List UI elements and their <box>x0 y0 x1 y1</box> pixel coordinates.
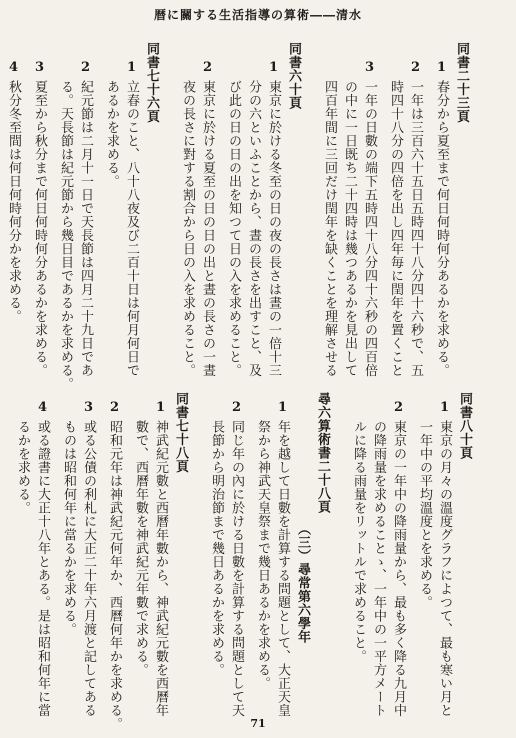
item-text-line: 立春のこと、八十八夜及び二百十日は何月何日で <box>124 80 139 377</box>
item-text-line: 長節から明治節まで幾日あるかを求める。 <box>209 420 224 677</box>
item-text-line: の中に一日既ち二十四時は幾つあるかを見出して <box>342 80 357 377</box>
item-number: 2 <box>229 400 244 416</box>
section-heading: 同書六十頁 <box>286 42 301 110</box>
item-text-line: 祭から神武天皇祭まで幾日あるかを求める。 <box>255 420 270 690</box>
item-text-line: 一年の日數の端下五時四十八分四十六秒の四百倍 <box>362 80 377 377</box>
item-text-line: 數で、西曆年數を神武紀元年數で求める。 <box>133 420 148 677</box>
item-number: 1 <box>437 400 452 416</box>
item-number: 1 <box>124 60 139 76</box>
item-text-line: ものは昭和何年に當るかを求める。 <box>61 420 76 636</box>
item-number: 3 <box>362 60 377 76</box>
item-text-line: 紀元節は二月十一日で天長節は四月二十九日であ <box>78 80 93 377</box>
item-text-line: 或る證書に大正十八年とある。是は昭和何年に當 <box>35 420 50 717</box>
section-heading: 同書七十六頁 <box>144 42 159 123</box>
item-text-line: 秋分冬至間は何日何時何分かを求める。 <box>6 80 21 323</box>
item-text-line: あるかを求める。 <box>104 80 119 188</box>
section-heading: 同書二十三頁 <box>454 42 469 123</box>
item-text-line: の降雨量を求めることゝ、一年中の一平方メート <box>371 420 386 717</box>
item-text-line: 夏至から秋分まで何日何時何分あるかを求める。 <box>32 80 47 377</box>
item-number: 2 <box>200 60 215 76</box>
item-number: 2 <box>391 400 406 416</box>
section-heading: 同書八十頁 <box>457 392 472 460</box>
item-text-line: 分の六といふことから、晝の長さを出すこと、及 <box>246 80 261 377</box>
item-number: 3 <box>81 400 96 416</box>
item-text-line: ルに降る雨量をリットルで求めること。 <box>351 420 366 663</box>
item-text-line: 東京に於ける冬至の日の夜の長さは晝の一倍十三 <box>266 80 281 377</box>
item-text-line: 夜の長さに對する割合から日の入を求めること。 <box>180 80 195 377</box>
item-text-line: 或る公債の利札に大正二十年六月渡と記してある <box>81 420 96 717</box>
item-text-line: る。天長節は紀元節から幾日目であるかを求める。 <box>58 80 73 391</box>
item-text-line: 神武紀元數と西曆年數から、神武紀元數を西曆年 <box>153 420 168 717</box>
item-text-line: 昭和元年は神武紀元何年か、西曆何年かを求める。 <box>107 420 122 731</box>
item-number: 4 <box>6 60 21 76</box>
item-number: 2 <box>78 60 93 76</box>
item-number: 3 <box>32 60 47 76</box>
item-number: 1 <box>434 60 449 76</box>
item-text-line: 春分から夏至まで何日何時何分あるかを求める。 <box>434 80 449 377</box>
item-text-line: 東京に於ける夏至の日の日の出と晝の長さの一晝 <box>200 80 215 377</box>
item-text-line: 四百年間に三回だけ閏年を缺くことを理解させる <box>322 80 337 377</box>
item-number: 1 <box>153 400 168 416</box>
item-text-line: 一年は三百六十五日五時四十八分四十六秒で、五 <box>408 80 423 377</box>
item-text-line: 時四十八分の四倍を出し四年毎に閏年を置くこと <box>388 80 403 377</box>
item-number: 4 <box>35 400 50 416</box>
item-text-line: 同じ年の內に於ける日數を計算する問題として天 <box>229 420 244 717</box>
item-text-line: び此の日の日の出を知つて日の入を求めること。 <box>226 80 241 377</box>
item-number: 2 <box>107 400 122 416</box>
section-subheading: （三）尋常第六學年 <box>295 522 310 644</box>
item-text-line: 年を越して日數を計算する問題として、大正天皇 <box>275 420 290 717</box>
section-heading: 尋六算術書二十八頁 <box>315 392 330 514</box>
page-number: 71 <box>250 717 266 730</box>
item-text-line: 東京の一年中の降雨量から、最も多く降る九月中 <box>391 420 406 717</box>
item-number: 1 <box>266 60 281 76</box>
running-header: 暦に關する生活指導の算術――清水 <box>153 8 362 22</box>
item-number: 1 <box>275 400 290 416</box>
item-text-line: 一年中の平均溫度とを求める。 <box>417 420 432 609</box>
item-number: 2 <box>408 60 423 76</box>
item-text-line: るかを求める。 <box>15 420 30 515</box>
section-heading: 同書七十八頁 <box>173 392 188 473</box>
item-text-line: 東京の月々の溫度グラフによつて、最も寒い月と <box>437 420 452 717</box>
